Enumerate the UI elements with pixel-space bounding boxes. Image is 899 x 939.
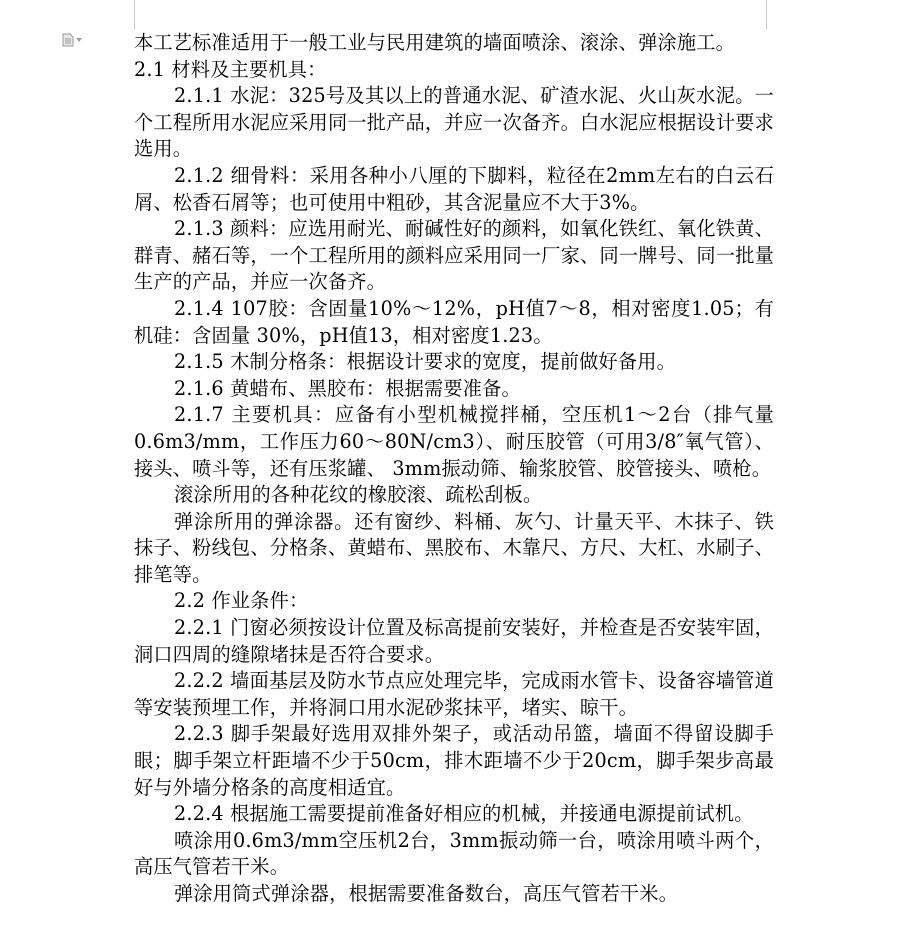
paragraph: 2.1.1 水泥：325号及其以上的普通水泥、矿渣水泥、火山灰水泥。一个工程所用水泥应采用同一批产品，并应一次备齐。白水泥应根据设计要求选用。 xyxy=(134,84,774,161)
paragraph: 2.1.5 木制分格条：根据设计要求的宽度，提前做好备用。 xyxy=(174,350,677,374)
paragraph: 滚涂所用的各种花纹的橡胶滚、疏松刮板。 xyxy=(174,483,543,507)
paragraph: 2.2.4 根据施工需要提前准备好相应的机械，并接通电源提前试机。 xyxy=(174,802,754,826)
paragraph: 2.2 作业条件： xyxy=(174,589,309,613)
document-icon xyxy=(62,33,74,47)
paragraph: 2.1.3 颜料：应选用耐光、耐碱性好的颜料，如氧化铁红、氧化铁黄、群青、赭石等，一个工程所用的颜料应采用同一厂家、同一牌号、同一批量生产的产品，并应一次备齐。 xyxy=(134,217,774,294)
dropdown-arrow-icon xyxy=(76,38,82,42)
paragraph: 弹涂所用的弹涂器。还有窗纱、料桶、灰勺、计量天平、木抹子、铁抹子、粉线包、分格条、黄蜡布、黑胶布、木靠尺、方尺、大杠、水刷子、排笔等。 xyxy=(134,509,774,586)
paragraph: 2.1.2 细骨料：采用各种小八厘的下脚料，粒径在2mm左右的白云石屑、松香石屑等；也可使用中粗砂，其含泥量应不大于3%。 xyxy=(134,163,774,214)
paragraph: 2.2.3 脚手架最好选用双排外架子，或活动吊篮，墙面不得留设脚手眼；脚手架立杆距墙不少于50cm，排木距墙不少于20cm，脚手架步高最好与外墙分格条的高度相适宜。 xyxy=(134,722,774,799)
paragraph: 弹涂用筒式弹涂器，根据需要准备数台，高压气管若干米。 xyxy=(174,882,679,905)
paragraph: 2.1.7 主要机具：应备有小型机械搅拌桶，空压机1～2台（排气量0.6m3/mm，工作压力60～80N/cm3）、耐压胶管（可用3/8″氧气管）、接头、喷斗等，还有压浆罐、 3mm振动筛、输浆胶管、胶管接头、喷枪。 xyxy=(134,403,774,480)
paragraph: 2.1 材料及主要机具： xyxy=(134,57,327,81)
paragraph: 2.2.1 门窗必须按设计位置及标高提前安装好，并检查是否安装牢固，洞口四周的缝隙堵抹是否符合要求。 xyxy=(134,616,774,666)
paragraph: 2.2.2 墙面基层及防水节点应处理完毕，完成雨水管卡、设备容墙管道等安装预埋工作，并将洞口用水泥砂浆抹平，堵实、晾干。 xyxy=(134,669,774,719)
paragraph: 本工艺标准适用于一般工业与民用建筑的墙面喷涂、滚涂、弹涂施工。 xyxy=(134,31,736,54)
paragraph: 2.1.6 黄蜡布、黑胶布：根据需要准备。 xyxy=(174,376,521,400)
crop-mark-right xyxy=(766,0,767,30)
paragraph-menu-button[interactable] xyxy=(62,33,86,47)
document-body xyxy=(134,30,774,908)
crop-mark-left xyxy=(134,0,135,30)
paragraph: 2.1.4 107胶：含固量10%～12%，pH值7～8，相对密度1.05；有机硅：含固量 30%，pH值13，相对密度1.23。 xyxy=(134,296,774,347)
paragraph: 喷涂用0.6m3/mm空压机2台，3mm振动筛一台，喷涂用喷斗两个，高压气管若干米。 xyxy=(134,828,774,879)
